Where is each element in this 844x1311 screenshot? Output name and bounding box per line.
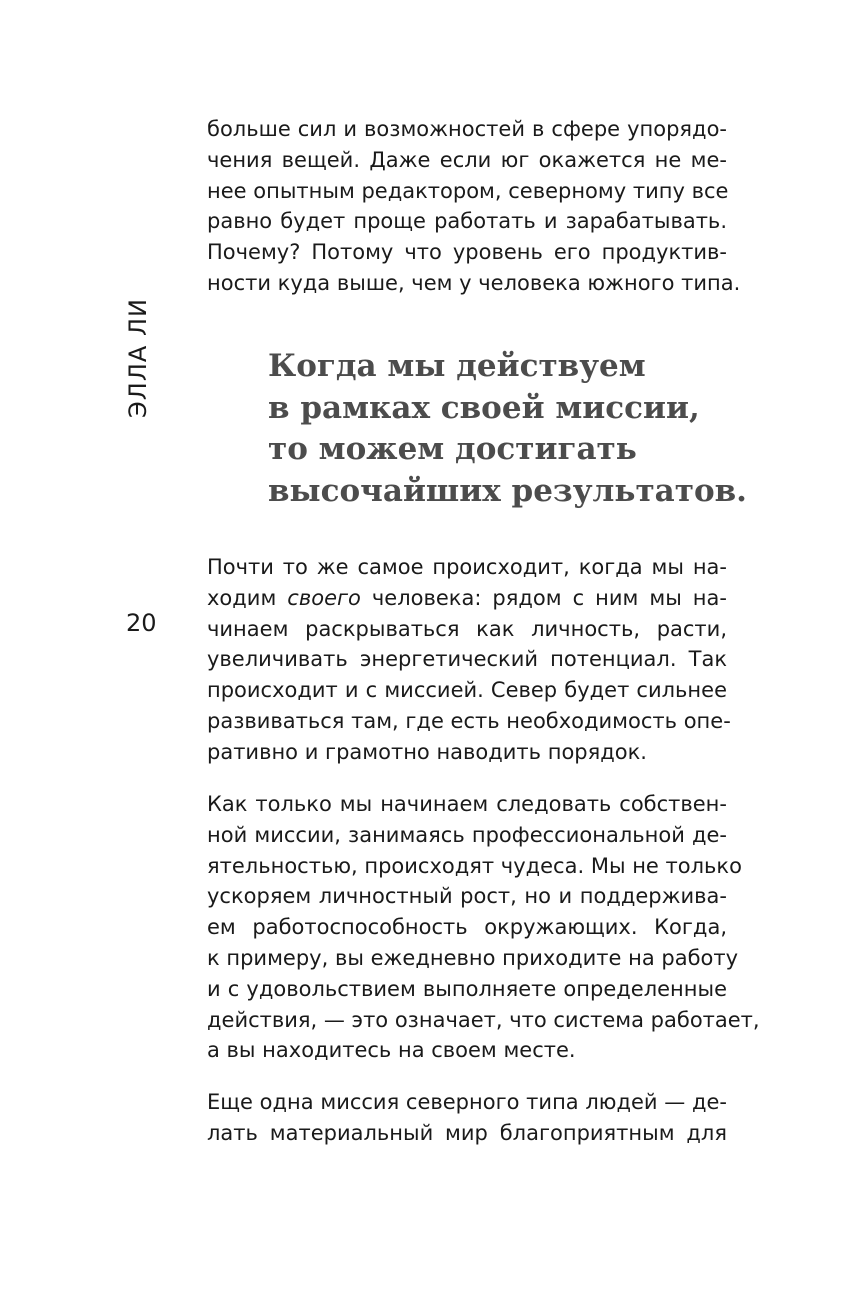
paragraph-4	[207, 1087, 727, 1149]
paragraph-2	[207, 552, 731, 768]
text-line: Почти то же самое происходит, когда мы на-	[207, 555, 727, 579]
paragraph-1	[207, 114, 741, 299]
quote-line: то можем достигать	[268, 431, 637, 467]
text-line: лать материальный мир благоприятным для	[207, 1120, 727, 1145]
text-line: ной миссии, занимаясь профессиональной де-	[207, 822, 727, 847]
text-line: происходит и с миссией. Север будет сильнее	[207, 678, 727, 703]
text-line: а вы находитесь на своем месте.	[207, 1038, 576, 1063]
text-line: ем работоспособность окружающих. Когда,	[207, 915, 727, 940]
quote-line: Когда мы действуем	[268, 348, 646, 384]
page-number: 20	[126, 609, 157, 637]
emphasis-word: своего	[287, 585, 361, 610]
text-fragment: человека: рядом с ним мы на-	[360, 585, 727, 610]
author-name: ЭЛЛА ЛИ	[124, 298, 152, 418]
text-line: увеличивать энергетический потенциал. Так	[207, 647, 727, 672]
paragraph-3	[207, 789, 760, 1066]
pull-quote	[268, 346, 747, 512]
text-line: равно будет проще работать и зарабатывать.	[207, 209, 727, 234]
text-fragment: ходим	[207, 585, 288, 610]
text-line: Почему? Потому что уровень его продуктив-	[207, 240, 727, 265]
text-line: ности куда выше, чем у человека южного типа.	[207, 270, 741, 295]
text-line: и с удовольствием выполняете определенные	[207, 976, 727, 1001]
running-head-author	[118, 298, 158, 418]
text-line: ятельностью, происходят чудеса. Мы не только	[207, 853, 742, 878]
text-line	[207, 583, 727, 614]
text-line: Еще одна миссия северного типа людей — де-	[207, 1090, 727, 1114]
text-line: больше сил и возможностей в сфере упорядо-	[207, 117, 727, 141]
text-line: чения вещей. Даже если юг окажется не ме-	[207, 147, 727, 172]
text-line: действия, — это означает, что система работает,	[207, 1007, 760, 1032]
text-line: к примеру, вы ежедневно приходите на работу	[207, 945, 739, 970]
quote-line: в рамках своей миссии,	[268, 389, 700, 426]
text-line: развиваться там, где есть необходимость опе-	[207, 708, 731, 733]
text-line: ускоряем личностный рост, но и поддержива-	[207, 884, 727, 909]
text-line: чинаем раскрываться как личность, расти,	[207, 616, 727, 641]
text-line: ративно и грамотно наводить порядок.	[207, 739, 647, 764]
quote-line: высочайших результатов.	[268, 472, 747, 509]
text-line: Как только мы начинаем следовать собствен-	[207, 792, 727, 816]
text-line: нее опытным редактором, северному типу все	[207, 178, 729, 203]
